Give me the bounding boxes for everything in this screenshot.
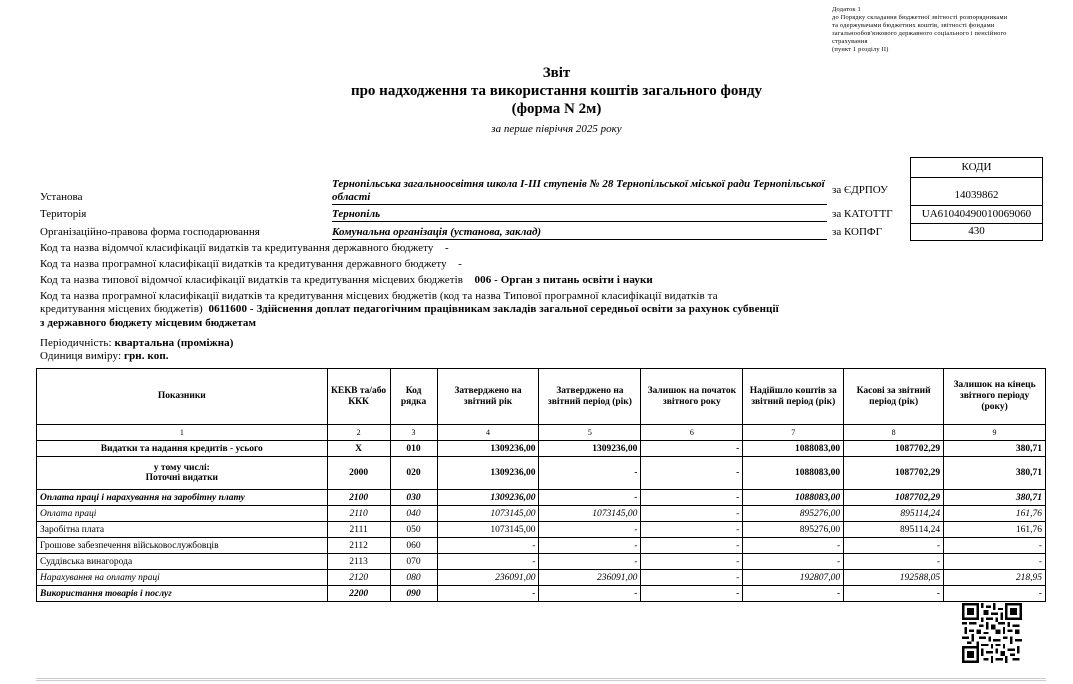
cell-balance-end: 161,76 <box>944 506 1046 522</box>
header-cell: Залишок на початок звітного року <box>641 369 743 425</box>
cell-cash: 1087702,29 <box>844 441 944 457</box>
typical-classification-value: 006 - Орган з питань освіти і науки <box>474 274 653 286</box>
institution-label: Установа <box>40 191 83 203</box>
local-classification-value-1: 0611600 - Здійснення доплат педагогічним працівникам закладів загальної середньої освіти за рахунок субвенції <box>208 303 779 315</box>
row-name: Оплата праці <box>37 506 328 522</box>
row-kekv: X <box>327 441 390 457</box>
local-classification <box>40 303 779 315</box>
table-row <box>37 457 1046 490</box>
row-code: 040 <box>390 506 437 522</box>
unit <box>40 350 169 362</box>
row-name-line: у тому числі: <box>153 463 210 473</box>
cell-balance-end: 218,95 <box>944 570 1046 586</box>
cell-received: 1088083,00 <box>743 457 844 490</box>
cell-approved-period: 1073145,00 <box>539 506 641 522</box>
row-kekv: 2111 <box>327 522 390 538</box>
row-code: 080 <box>390 570 437 586</box>
annex-note <box>832 6 1057 54</box>
institution-value: Тернопільська загальноосвітня школа І-ІІІ ступенів № 28 Тернопільської міської ради Тернопільської області <box>332 178 827 205</box>
cell-approved-year: 1073145,00 <box>437 522 539 538</box>
row-name-line: Поточні видатки <box>145 473 219 483</box>
katottg-label: за КАТОТТГ <box>832 208 893 220</box>
cell-balance-end: 380,71 <box>944 490 1046 506</box>
row-code: 020 <box>390 457 437 490</box>
cell-approved-period: - <box>539 586 641 602</box>
report-subtitle: про надходження та використання коштів загального фонду <box>350 83 763 99</box>
cell-balance-start: - <box>641 570 743 586</box>
header-cell: Касові за звітний період (рік) <box>844 369 944 425</box>
row-kekv: 2112 <box>327 538 390 554</box>
cell-received: 1088083,00 <box>743 490 844 506</box>
table-row <box>37 441 1046 457</box>
table-row <box>37 490 1046 506</box>
cell-approved-year: 236091,00 <box>437 570 539 586</box>
codes-header: КОДИ <box>911 158 1042 178</box>
table-row <box>37 554 1046 570</box>
periodicity <box>40 337 234 349</box>
cell-approved-period: - <box>539 490 641 506</box>
cell-balance-end: - <box>944 554 1046 570</box>
cell-balance-start: - <box>641 586 743 602</box>
edrpou-value: 14039862 <box>911 178 1042 206</box>
page-bottom-divider <box>36 678 1046 681</box>
periodicity-label: Періодичність: <box>40 337 112 349</box>
column-number: 9 <box>944 425 1046 441</box>
annex-line: до Порядку складання бюджетної звітності розпорядниками <box>832 14 1008 21</box>
row-code: 050 <box>390 522 437 538</box>
cell-received: 192807,00 <box>743 570 844 586</box>
cell-approved-period: 236091,00 <box>539 570 641 586</box>
annex-line: страхування <box>832 38 868 45</box>
column-number: 7 <box>743 425 844 441</box>
column-number: 3 <box>390 425 437 441</box>
column-number-row <box>37 425 1046 441</box>
row-kekv: 2100 <box>327 490 390 506</box>
territory-label: Територія <box>40 208 87 220</box>
cell-approved-year: - <box>437 554 539 570</box>
table-row <box>37 570 1046 586</box>
table-row <box>37 522 1046 538</box>
annex-line: та одержувачами бюджетних коштів, звітності фондами <box>832 22 995 29</box>
cell-received: 895276,00 <box>743 522 844 538</box>
table-row <box>37 538 1046 554</box>
column-number: 6 <box>641 425 743 441</box>
cell-balance-end: - <box>944 538 1046 554</box>
annex-line: (пункт 1 розділу II) <box>832 46 889 53</box>
dept-classification-value: - <box>444 242 449 254</box>
annex-line: загальнообов'язкового державного соціального і пенсійного <box>832 30 1007 37</box>
cell-cash: - <box>844 554 944 570</box>
row-name: Оплата праці і нарахування на заробітну плату <box>37 490 328 506</box>
cell-balance-start: - <box>641 554 743 570</box>
report-title-block <box>0 64 1073 136</box>
cell-cash: - <box>844 538 944 554</box>
cell-approved-year: - <box>437 538 539 554</box>
typical-classification-label: Код та назва типової відомчої класифікації видатків та кредитування місцевих бюджетів <box>40 274 464 286</box>
local-classification-label-1: Код та назва програмної класифікації видатків та кредитування місцевих бюджетів (код та назва Типової програмної класифікації видатків та <box>40 290 718 302</box>
row-name: Видатки та надання кредитів - усього <box>37 441 328 457</box>
row-name: Використання товарів і послуг <box>37 586 328 602</box>
cell-approved-year: 1073145,00 <box>437 506 539 522</box>
row-kekv: 2110 <box>327 506 390 522</box>
cell-approved-year: 1309236,00 <box>437 441 539 457</box>
cell-approved-year: 1309236,00 <box>437 457 539 490</box>
cell-approved-year: - <box>437 586 539 602</box>
prog-classification-value: - <box>458 258 462 270</box>
local-classification-label-2: кредитування місцевих бюджетів) <box>40 303 203 315</box>
row-code: 060 <box>390 538 437 554</box>
cell-received: 1088083,00 <box>743 441 844 457</box>
cell-balance-start: - <box>641 457 743 490</box>
report-form: (форма N 2м) <box>511 101 602 117</box>
column-number: 8 <box>844 425 944 441</box>
prog-classification <box>40 258 462 270</box>
row-code: 010 <box>390 441 437 457</box>
cell-approved-period: - <box>539 554 641 570</box>
cell-cash: 1087702,29 <box>844 490 944 506</box>
table-row <box>37 586 1046 602</box>
cell-approved-period: - <box>539 538 641 554</box>
cell-approved-period: - <box>539 457 641 490</box>
header-cell: Надійшло коштів за звітний період (рік) <box>743 369 844 425</box>
table-header-row <box>37 369 1046 425</box>
territory-value: Тернопіль <box>332 208 827 222</box>
cell-balance-start: - <box>641 506 743 522</box>
row-kekv: 2200 <box>327 586 390 602</box>
cell-cash: 895114,24 <box>844 522 944 538</box>
cell-approved-period: 1309236,00 <box>539 441 641 457</box>
unit-value: грн. коп. <box>123 350 169 362</box>
row-name: Грошове забезпечення військовослужбовців <box>37 538 328 554</box>
row-name: Суддівська винагорода <box>37 554 328 570</box>
header-cell: Затверджено на звітний період (рік) <box>539 369 641 425</box>
qr-code-icon <box>962 603 1022 663</box>
header-cell: Показники <box>37 369 328 425</box>
column-number: 2 <box>327 425 390 441</box>
cell-balance-end: 161,76 <box>944 522 1046 538</box>
row-name <box>37 457 328 490</box>
cell-received: - <box>743 586 844 602</box>
edrpou-label: за ЄДРПОУ <box>832 184 888 196</box>
legal-form-value: Комунальна організація (установа, заклад) <box>332 226 827 240</box>
cell-cash: 192588,05 <box>844 570 944 586</box>
unit-label: Одиниця виміру: <box>40 350 122 362</box>
annex-line: Додаток 1 <box>832 6 861 13</box>
header-cell: Залишок на кінець звітного періоду (року) <box>944 369 1046 425</box>
header-cell: КЕКВ та/або ККК <box>327 369 390 425</box>
cell-cash: - <box>844 586 944 602</box>
cell-balance-start: - <box>641 490 743 506</box>
row-code: 070 <box>390 554 437 570</box>
kopfg-value: 430 <box>968 225 985 237</box>
cell-balance-start: - <box>641 538 743 554</box>
cell-balance-start: - <box>641 441 743 457</box>
report-period: за перше півріччя 2025 року <box>491 123 622 135</box>
report-title: Звіт <box>542 65 571 81</box>
local-classification-line-3 <box>40 317 256 329</box>
cell-approved-year: 1309236,00 <box>437 490 539 506</box>
cell-balance-end: - <box>944 586 1046 602</box>
cell-received: - <box>743 554 844 570</box>
prog-classification-label: Код та назва програмної класифікації видатків та кредитування державного бюджету <box>40 258 447 270</box>
cell-balance-end: 380,71 <box>944 441 1046 457</box>
row-name: Нарахування на оплату праці <box>37 570 328 586</box>
cell-balance-end: 380,71 <box>944 457 1046 490</box>
row-name: Заробітна плата <box>37 522 328 538</box>
legal-form-label: Організаційно-правова форма господарювання <box>40 226 260 238</box>
local-classification-value-2: з державного бюджету місцевим бюджетам <box>40 317 257 329</box>
header-cell: Код рядка <box>390 369 437 425</box>
row-kekv: 2113 <box>327 554 390 570</box>
typical-classification <box>40 274 653 286</box>
column-number: 5 <box>539 425 641 441</box>
cell-received: - <box>743 538 844 554</box>
column-number: 4 <box>437 425 539 441</box>
codes-box <box>910 157 1043 241</box>
cell-cash: 1087702,29 <box>844 457 944 490</box>
report-table <box>36 368 1046 602</box>
row-code: 090 <box>390 586 437 602</box>
cell-received: 895276,00 <box>743 506 844 522</box>
cell-approved-period: - <box>539 522 641 538</box>
row-kekv: 2000 <box>327 457 390 490</box>
kopfg-label: за КОПФГ <box>832 226 882 238</box>
katottg-value: UA61040490010069060 <box>911 206 1042 224</box>
header-cell: Затверджено на звітний рік <box>437 369 539 425</box>
row-code: 030 <box>390 490 437 506</box>
dept-classification-label: Код та назва відомчої класифікації видатків та кредитування державного бюджету <box>40 242 434 254</box>
column-number: 1 <box>37 425 328 441</box>
table-row <box>37 506 1046 522</box>
cell-balance-start: - <box>641 522 743 538</box>
dept-classification <box>40 242 449 254</box>
periodicity-value: квартальна (проміжна) <box>114 337 234 349</box>
cell-cash: 895114,24 <box>844 506 944 522</box>
row-kekv: 2120 <box>327 570 390 586</box>
